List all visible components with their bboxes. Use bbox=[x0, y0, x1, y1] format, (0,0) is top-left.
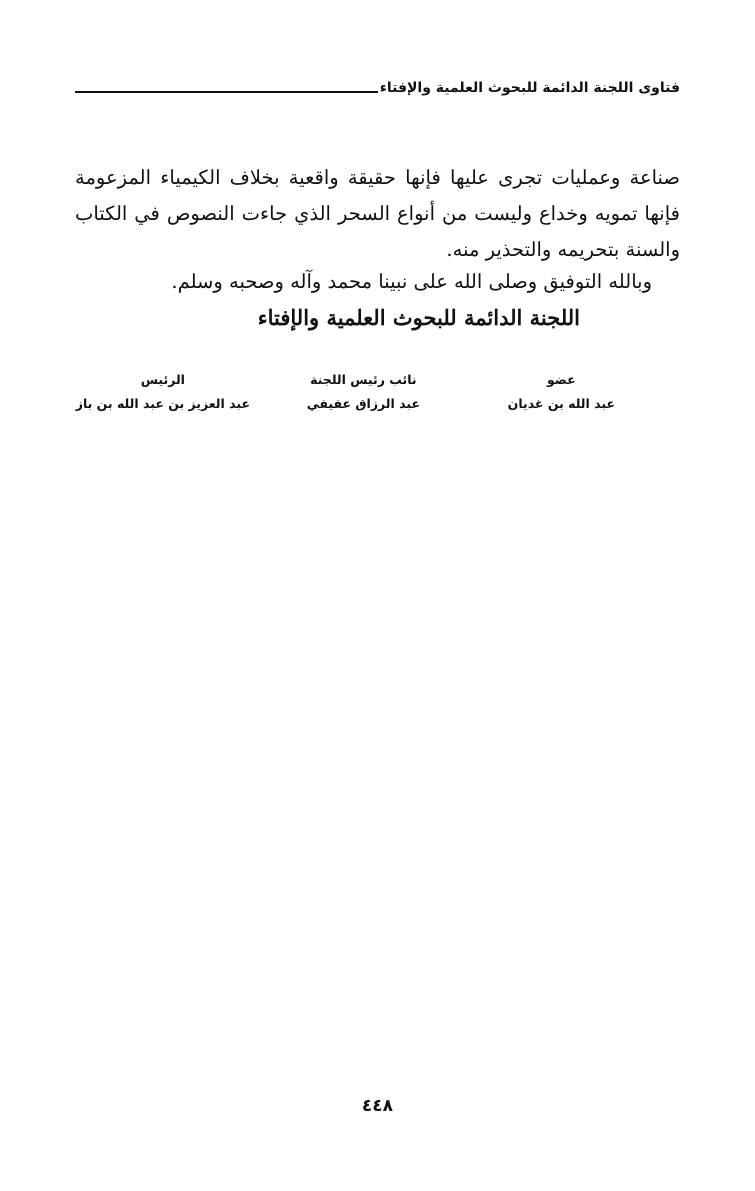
signature-name: عبد العزيز بن عبد الله بن باز bbox=[75, 396, 250, 411]
signature-vice-chairman bbox=[307, 368, 420, 416]
header-rule bbox=[75, 91, 378, 93]
signature-role: الرئيس bbox=[140, 372, 185, 387]
signature-role: عضو bbox=[546, 372, 576, 387]
committee-name: اللجنة الدائمة للبحوث العلمية والإفتاء bbox=[257, 305, 580, 330]
running-header bbox=[75, 72, 680, 98]
signature-chairman bbox=[76, 368, 250, 416]
signature-role: نائب رئيس اللجنة bbox=[310, 372, 417, 387]
closing-line: وبالله التوفيق وصلى الله على نبينا محمد وآله وصحبه وسلم. bbox=[171, 270, 652, 293]
page-number: ٤٤٨ bbox=[361, 1096, 394, 1116]
header-title: فتاوى اللجنة الدائمة للبحوث العلمية والإفتاء bbox=[379, 80, 680, 96]
signature-member bbox=[508, 368, 615, 416]
signature-name: عبد الله بن غديان bbox=[507, 396, 615, 411]
fatwa-paragraph: صناعة وعمليات تجرى عليها فإنها حقيقة واقعية بخلاف الكيمياء المزعومة فإنها تمويه وخداع وليست من أنواع السحر الذي جاءت النصوص في الكتاب والسنة بتحريمه والتحذير منه. bbox=[75, 166, 680, 261]
signature-name: عبد الرزاق عفيفي bbox=[306, 396, 420, 411]
